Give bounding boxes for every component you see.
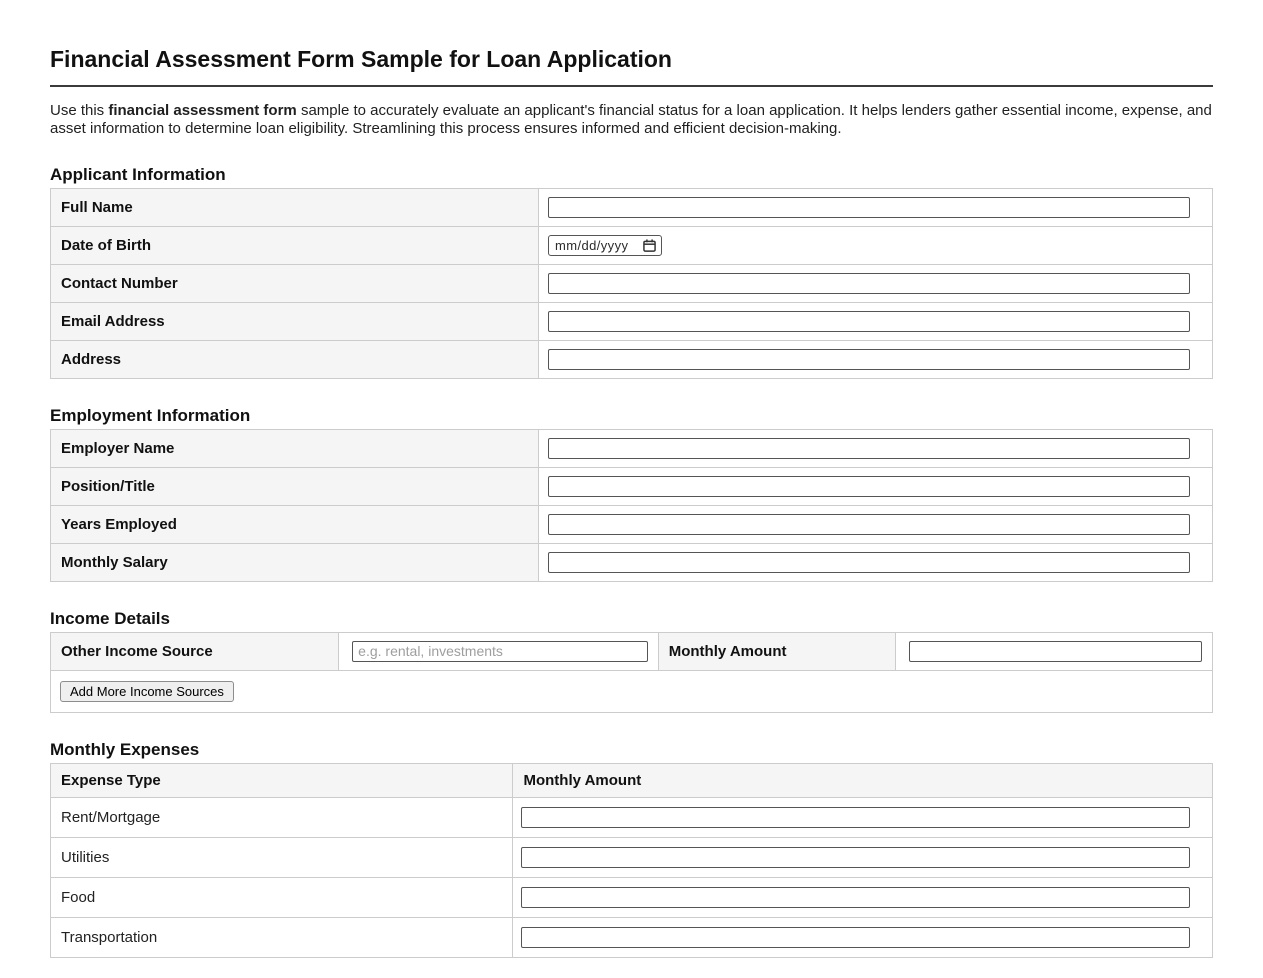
- intro-paragraph: [50, 102, 1213, 138]
- years-employed-input[interactable]: [548, 514, 1190, 535]
- expense-label-rent-mortgage: Rent/Mortgage: [51, 797, 513, 837]
- applicant-information-table: [50, 188, 1213, 379]
- table-row-other-income: [51, 632, 1213, 670]
- table-row-address: [51, 340, 1213, 378]
- intro-text-suffix: sample to accurately evaluate an applicant's financial status for a loan application. It helps lenders gather essential income, expense, and asset information to determine loan eligibility. Streamlining this process ensures informed and efficient decision-making.: [50, 101, 1212, 137]
- field-label-contact-number: Contact Number: [51, 264, 539, 302]
- section-heading-income-details: Income Details: [50, 608, 170, 628]
- table-row-years-employed: [51, 505, 1213, 543]
- field-cell-years-employed: [539, 505, 1213, 543]
- expense-label-transportation: Transportation: [51, 917, 513, 957]
- field-cell-date-of-birth: [539, 226, 1213, 264]
- employer-name-input[interactable]: [548, 438, 1190, 459]
- table-row-monthly-salary: [51, 543, 1213, 581]
- intro-text-prefix: Use this: [50, 101, 109, 119]
- field-cell-position-title: [539, 467, 1213, 505]
- section-heading-monthly-expenses: Monthly Expenses: [50, 739, 200, 759]
- table-row-food: [51, 877, 1213, 917]
- field-label-income-monthly-amount: Monthly Amount: [658, 632, 895, 670]
- table-row-add-income: [51, 670, 1213, 712]
- expense-label-food: Food: [51, 877, 513, 917]
- table-row-utilities: [51, 837, 1213, 877]
- field-cell-contact-number: [539, 264, 1213, 302]
- field-cell-monthly-salary: [539, 543, 1213, 581]
- table-row-employer-name: [51, 429, 1213, 467]
- field-cell-employer-name: [539, 429, 1213, 467]
- table-row-rent-mortgage: [51, 797, 1213, 837]
- rent-mortgage-amount-input[interactable]: [521, 807, 1190, 828]
- section-heading-employment-information: Employment Information: [50, 405, 251, 425]
- field-label-date-of-birth: Date of Birth: [51, 226, 539, 264]
- column-header-expense-type: Expense Type: [51, 763, 513, 797]
- monthly-salary-input[interactable]: [548, 552, 1190, 573]
- table-row-position-title: [51, 467, 1213, 505]
- utilities-amount-input[interactable]: [521, 847, 1190, 868]
- date-placeholder-text: mm/dd/yyyy: [555, 237, 629, 253]
- field-label-employer-name: Employer Name: [51, 429, 539, 467]
- field-cell-address: [539, 340, 1213, 378]
- field-cell-full-name: [539, 188, 1213, 226]
- expense-cell-utilities: [513, 837, 1213, 877]
- expense-cell-rent-mortgage: [513, 797, 1213, 837]
- email-address-input[interactable]: [548, 311, 1190, 332]
- other-income-source-input[interactable]: [352, 641, 648, 662]
- intro-text-bold: financial assessment form: [108, 101, 297, 119]
- expense-label-utilities: Utilities: [51, 837, 513, 877]
- table-row-email-address: [51, 302, 1213, 340]
- column-header-monthly-amount: Monthly Amount: [513, 763, 1213, 797]
- field-cell-email-address: [539, 302, 1213, 340]
- calendar-icon[interactable]: [637, 239, 656, 252]
- field-label-years-employed: Years Employed: [51, 505, 539, 543]
- field-label-full-name: Full Name: [51, 188, 539, 226]
- expense-cell-food: [513, 877, 1213, 917]
- food-amount-input[interactable]: [521, 887, 1190, 908]
- field-label-address: Address: [51, 340, 539, 378]
- title-divider: [50, 85, 1213, 87]
- field-label-email-address: Email Address: [51, 302, 539, 340]
- table-row-contact-number: [51, 264, 1213, 302]
- full-name-input[interactable]: [548, 197, 1190, 218]
- date-of-birth-input[interactable]: [548, 235, 662, 256]
- table-row-transportation: [51, 917, 1213, 957]
- add-income-button-cell: [51, 670, 1213, 712]
- expense-cell-transportation: [513, 917, 1213, 957]
- field-label-position-title: Position/Title: [51, 467, 539, 505]
- table-row-full-name: [51, 188, 1213, 226]
- employment-information-table: [50, 429, 1213, 582]
- field-cell-other-income-source: [339, 632, 659, 670]
- field-label-other-income-source: Other Income Source: [51, 632, 339, 670]
- add-more-income-sources-button[interactable]: Add More Income Sources: [60, 681, 234, 702]
- section-heading-applicant-information: Applicant Information: [50, 164, 226, 184]
- page-title: Financial Assessment Form Sample for Loan Application: [50, 46, 672, 72]
- table-header-row-expenses: [51, 763, 1213, 797]
- income-details-table: [50, 632, 1213, 713]
- transportation-amount-input[interactable]: [521, 927, 1190, 948]
- field-cell-income-monthly-amount: [895, 632, 1212, 670]
- income-monthly-amount-input[interactable]: [909, 641, 1202, 662]
- position-title-input[interactable]: [548, 476, 1190, 497]
- table-row-date-of-birth: [51, 226, 1213, 264]
- address-input[interactable]: [548, 349, 1190, 370]
- contact-number-input[interactable]: [548, 273, 1190, 294]
- monthly-expenses-table: [50, 763, 1213, 958]
- field-label-monthly-salary: Monthly Salary: [51, 543, 539, 581]
